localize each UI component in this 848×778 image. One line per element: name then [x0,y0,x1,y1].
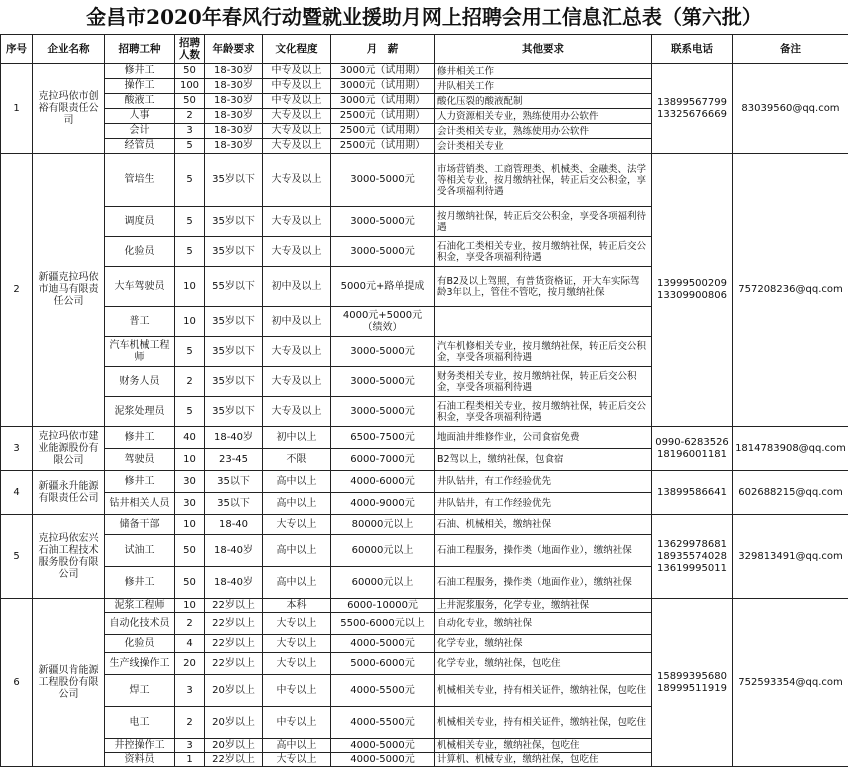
header-other: 其他要求 [435,35,652,64]
hire-count: 5 [175,397,205,427]
job-title: 经管员 [105,139,175,154]
education-requirement: 中专以上 [263,675,331,707]
monthly-salary: 4000-5500元 [331,707,435,739]
contact-phone: 13999500209 13309900806 [652,154,733,427]
education-requirement: 中专及以上 [263,94,331,109]
education-requirement: 初中及以上 [263,307,331,337]
age-requirement: 22岁以上 [205,613,263,635]
hire-count: 40 [175,427,205,449]
monthly-salary: 3000-5000元 [331,397,435,427]
age-requirement: 20岁以上 [205,675,263,707]
monthly-salary: 4000-5500元 [331,675,435,707]
age-requirement: 18-40岁 [205,535,263,567]
monthly-salary: 60000元以上 [331,567,435,599]
age-requirement: 18-30岁 [205,139,263,154]
education-requirement: 本科 [263,599,331,613]
job-title: 修井工 [105,427,175,449]
age-requirement: 18-30岁 [205,94,263,109]
hire-count: 5 [175,154,205,207]
company-name: 克拉玛依宏兴石油工程技术服务股份有限公司 [33,515,105,599]
hire-count: 3 [175,675,205,707]
table-row [1,599,848,613]
job-title: 修井工 [105,471,175,493]
hire-count: 5 [175,139,205,154]
hire-count: 10 [175,267,205,307]
monthly-salary: 3000-5000元 [331,337,435,367]
monthly-salary: 4000-5000元 [331,753,435,767]
contact-phone: 13629978681 18935574028 13619995011 [652,515,733,599]
other-requirements: 财务类相关专业，按月缴纳社保，转正后交公积金，享受各项福利待遇 [435,367,652,397]
age-requirement: 22岁以上 [205,635,263,653]
monthly-salary: 4000元+5000元（绩效） [331,307,435,337]
age-requirement: 35岁以下 [205,154,263,207]
job-title: 试油工 [105,535,175,567]
remark-email: 329813491@qq.com [733,515,848,599]
age-requirement: 20岁以上 [205,739,263,753]
monthly-salary: 80000元以上 [331,515,435,535]
monthly-salary: 3000-5000元 [331,367,435,397]
remark-email: 757208236@qq.com [733,154,848,427]
age-requirement: 23-45 [205,449,263,471]
education-requirement: 不限 [263,449,331,471]
other-requirements: 自动化专业，缴纳社保 [435,613,652,635]
company-name: 新疆贝肯能源工程股份有限公司 [33,599,105,767]
job-title: 生产线操作工 [105,653,175,675]
education-requirement: 高中以上 [263,739,331,753]
hire-count: 50 [175,94,205,109]
monthly-salary: 3000-5000元 [331,207,435,237]
education-requirement: 大专及以上 [263,154,331,207]
header-note: 备注 [733,35,848,64]
remark-email: 83039560@qq.com [733,64,848,154]
hire-count: 4 [175,635,205,653]
age-requirement: 22岁以上 [205,753,263,767]
other-requirements: 上井泥浆服务，化学专业，缴纳社保 [435,599,652,613]
recruitment-table [0,34,848,767]
monthly-salary: 4000-9000元 [331,493,435,515]
other-requirements: 石油工程服务，操作类（地面作业），缴纳社保 [435,567,652,599]
job-title: 泥浆工程师 [105,599,175,613]
hire-count: 50 [175,64,205,79]
hire-count: 1 [175,753,205,767]
other-requirements: 酸化压裂的酸液配制 [435,94,652,109]
job-title: 焊工 [105,675,175,707]
row-seq: 4 [1,471,33,515]
monthly-salary: 2500元（试用期） [331,124,435,139]
hire-count: 5 [175,337,205,367]
company-name: 新疆永升能源有限责任公司 [33,471,105,515]
other-requirements: 人力资源相关专业，熟练使用办公软件 [435,109,652,124]
education-requirement: 大专以上 [263,653,331,675]
education-requirement: 大专及以上 [263,337,331,367]
other-requirements: 按月缴纳社保，转正后交公积金，享受各项福利待遇 [435,207,652,237]
remark-email: 1814783908@qq.com [733,427,848,471]
education-requirement: 中专及以上 [263,64,331,79]
age-requirement: 35以下 [205,471,263,493]
hire-count: 2 [175,707,205,739]
age-requirement: 22岁以上 [205,653,263,675]
education-requirement: 大专以上 [263,753,331,767]
hire-count: 5 [175,237,205,267]
age-requirement: 55岁以下 [205,267,263,307]
page-title: 金昌市2020年春风行动暨就业援助月网上招聘会用工信息汇总表（第六批） [86,5,762,29]
age-requirement: 35岁以下 [205,337,263,367]
age-requirement: 18-30岁 [205,109,263,124]
education-requirement: 大专及以上 [263,139,331,154]
header-edu: 文化程度 [263,35,331,64]
other-requirements: 有B2及以上驾照，有普货资格证，开大车实际驾龄3年以上，管住不管吃，按月缴纳社保 [435,267,652,307]
company-name: 克拉玛依市建业能源股份有限公司 [33,427,105,471]
header-seq: 序号 [1,35,33,64]
education-requirement: 高中以上 [263,535,331,567]
other-requirements: 汽车机修相关专业，按月缴纳社保，转正后交公积金，享受各项福利待遇 [435,337,652,367]
hire-count: 10 [175,599,205,613]
other-requirements: 化学专业，缴纳社保，包吃住 [435,653,652,675]
age-requirement: 18-40 [205,515,263,535]
table-row [1,471,848,493]
education-requirement: 初中及以上 [263,267,331,307]
education-requirement: 大专以上 [263,515,331,535]
age-requirement: 18-30岁 [205,79,263,94]
age-requirement: 18-30岁 [205,64,263,79]
other-requirements: 井队相关工作 [435,79,652,94]
job-title: 普工 [105,307,175,337]
other-requirements: 会计类相关专业 [435,139,652,154]
other-requirements: 地面油井维修作业，公司食宿免费 [435,427,652,449]
job-title: 人事 [105,109,175,124]
row-seq: 2 [1,154,33,427]
other-requirements: 机械相关专业，持有相关证件，缴纳社保，包吃住 [435,675,652,707]
hire-count: 3 [175,739,205,753]
education-requirement: 中专及以上 [263,79,331,94]
job-title: 化验员 [105,237,175,267]
hire-count: 50 [175,535,205,567]
monthly-salary: 60000元以上 [331,535,435,567]
monthly-salary: 4000-5000元 [331,635,435,653]
header-phone: 联系电话 [652,35,733,64]
job-title: 井控操作工 [105,739,175,753]
table-body [1,64,848,767]
other-requirements [435,307,652,337]
monthly-salary: 5000-6000元 [331,653,435,675]
education-requirement: 高中以上 [263,471,331,493]
table-row [1,64,848,79]
job-title: 会计 [105,124,175,139]
age-requirement: 35岁以下 [205,237,263,267]
row-seq: 3 [1,427,33,471]
header-company: 企业名称 [33,35,105,64]
monthly-salary: 3000-5000元 [331,237,435,267]
age-requirement: 18-40岁 [205,427,263,449]
company-name: 克拉玛依市创裕有限责任公司 [33,64,105,154]
contact-phone: 15899395680 18999511919 [652,599,733,767]
education-requirement: 中专以上 [263,707,331,739]
education-requirement: 大专及以上 [263,397,331,427]
hire-count: 10 [175,515,205,535]
age-requirement: 35岁以下 [205,367,263,397]
company-name: 新疆克拉玛依市迪马有限责任公司 [33,154,105,427]
table-row [1,427,848,449]
age-requirement: 35岁以下 [205,207,263,237]
education-requirement: 初中以上 [263,427,331,449]
table-row [1,515,848,535]
other-requirements: 井队钻井，有工作经验优先 [435,493,652,515]
other-requirements: 机械相关专业，缴纳社保，包吃住 [435,739,652,753]
hire-count: 30 [175,471,205,493]
hire-count: 30 [175,493,205,515]
age-requirement: 20岁以上 [205,707,263,739]
header-age: 年龄要求 [205,35,263,64]
other-requirements: 机械相关专业，持有相关证件，缴纳社保，包吃住 [435,707,652,739]
job-title: 电工 [105,707,175,739]
monthly-salary: 2500元（试用期） [331,109,435,124]
job-title: 大车驾驶员 [105,267,175,307]
hire-count: 2 [175,613,205,635]
other-requirements: 计算机、机械专业，缴纳社保，包吃住 [435,753,652,767]
monthly-salary: 6500-7500元 [331,427,435,449]
other-requirements: 石油化工类相关专业，按月缴纳社保，转正后交公积金，享受各项福利待遇 [435,237,652,267]
monthly-salary: 5500-6000元以上 [331,613,435,635]
other-requirements: 会计类相关专业，熟练使用办公软件 [435,124,652,139]
job-title: 钻井相关人员 [105,493,175,515]
monthly-salary: 3000-5000元 [331,154,435,207]
education-requirement: 大专及以上 [263,367,331,397]
age-requirement: 35岁以下 [205,397,263,427]
age-requirement: 18-40岁 [205,567,263,599]
age-requirement: 18-30岁 [205,124,263,139]
hire-count: 5 [175,207,205,237]
job-title: 泥浆处理员 [105,397,175,427]
monthly-salary: 6000-10000元 [331,599,435,613]
header-count: 招聘人数 [175,35,205,64]
hire-count: 10 [175,449,205,471]
education-requirement: 大专及以上 [263,207,331,237]
job-title: 调度员 [105,207,175,237]
contact-phone: 13899586641 [652,471,733,515]
job-title: 修井工 [105,64,175,79]
job-title: 管培生 [105,154,175,207]
education-requirement: 高中以上 [263,493,331,515]
header-job: 招聘工种 [105,35,175,64]
other-requirements: B2驾以上，缴纳社保，包食宿 [435,449,652,471]
hire-count: 3 [175,124,205,139]
job-title: 驾驶员 [105,449,175,471]
hire-count: 50 [175,567,205,599]
other-requirements: 石油工程类相关专业，按月缴纳社保，转正后交公积金，享受各项福利待遇 [435,397,652,427]
hire-count: 10 [175,307,205,337]
remark-email: 602688215@qq.com [733,471,848,515]
education-requirement: 大专以上 [263,635,331,653]
other-requirements: 石油工程服务，操作类（地面作业），缴纳社保 [435,535,652,567]
job-title: 修井工 [105,567,175,599]
row-seq: 5 [1,515,33,599]
monthly-salary: 6000-7000元 [331,449,435,471]
job-title: 储备干部 [105,515,175,535]
education-requirement: 大专及以上 [263,109,331,124]
hire-count: 100 [175,79,205,94]
job-title: 资料员 [105,753,175,767]
table-row [1,154,848,207]
age-requirement: 22岁以上 [205,599,263,613]
age-requirement: 35以下 [205,493,263,515]
monthly-salary: 3000元（试用期） [331,79,435,94]
hire-count: 2 [175,367,205,397]
education-requirement: 大专及以上 [263,237,331,267]
job-title: 自动化技术员 [105,613,175,635]
education-requirement: 大专以上 [263,613,331,635]
remark-email: 752593354@qq.com [733,599,848,767]
job-title: 酸液工 [105,94,175,109]
monthly-salary: 4000-6000元 [331,471,435,493]
education-requirement: 高中以上 [263,567,331,599]
contact-phone: 0990-6283526 18196001181 [652,427,733,471]
contact-phone: 13899567799 13325676669 [652,64,733,154]
header-row [1,35,848,64]
job-title: 操作工 [105,79,175,94]
hire-count: 2 [175,109,205,124]
other-requirements: 市场营销类、工商管理类、机械类、金融类、法学等相关专业，按月缴纳社保，转正后交公积金，享受各项福利待遇 [435,154,652,207]
age-requirement: 35岁以下 [205,307,263,337]
monthly-salary: 3000元（试用期） [331,64,435,79]
monthly-salary: 3000元（试用期） [331,94,435,109]
education-requirement: 大专及以上 [263,124,331,139]
row-seq: 6 [1,599,33,767]
job-title: 化验员 [105,635,175,653]
monthly-salary: 5000元+路单提成 [331,267,435,307]
other-requirements: 井队钻井，有工作经验优先 [435,471,652,493]
other-requirements: 化学专业，缴纳社保 [435,635,652,653]
monthly-salary: 2500元（试用期） [331,139,435,154]
other-requirements: 修井相关工作 [435,64,652,79]
monthly-salary: 4000-5000元 [331,739,435,753]
hire-count: 20 [175,653,205,675]
other-requirements: 石油、机械相关，缴纳社保 [435,515,652,535]
job-title: 财务人员 [105,367,175,397]
row-seq: 1 [1,64,33,154]
header-salary: 月 薪 [331,35,435,64]
job-title: 汽车机械工程师 [105,337,175,367]
